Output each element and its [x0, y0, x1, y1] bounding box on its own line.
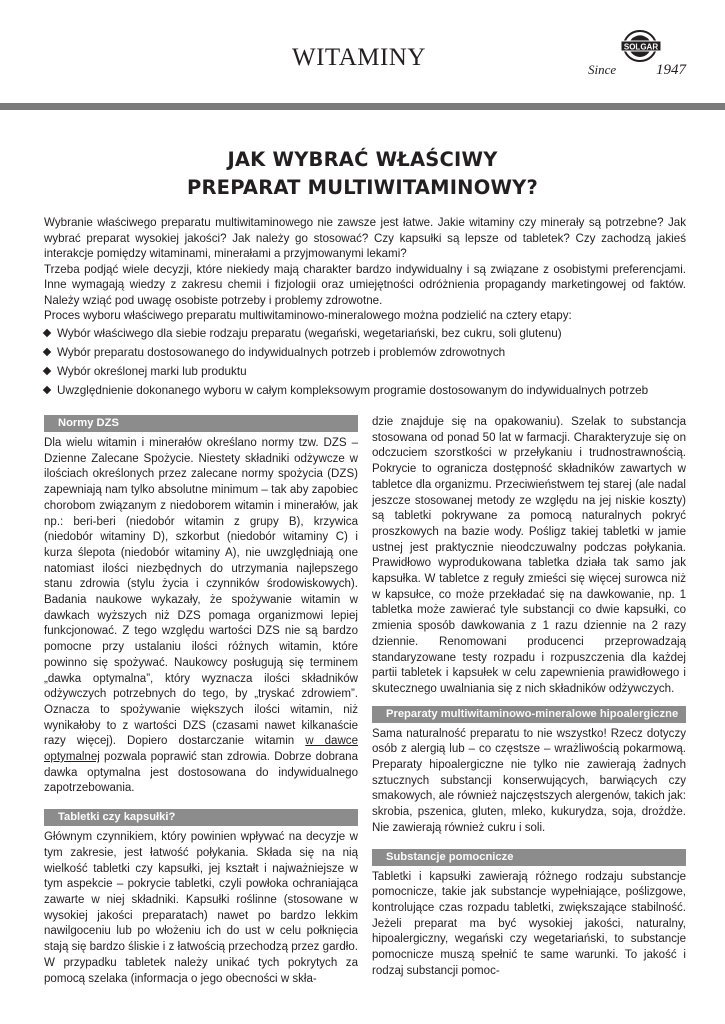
list-item: Wybór określonej marki lub produktu [44, 362, 686, 381]
list-item: Wybór właściwego dla siebie rodzaju preparatu (wegański, wegetariański, bez cukru, soli glutenu) [44, 324, 686, 343]
section-body-hypoallergenic: Sama naturalność preparatu to nie wszystko! Rzecz dotyczy osób z alergią lub – co częstsze – wrażliwością pokarmową. Preparaty hipoalergiczne nie tylko nie zawierają żadnych sztucznych substancji konserwujących, barwiących czy smakowych, ale również najczęstszych alergenów, takich jak: skrobia, pszenica, gluten, mleko, kukurydza, soja, drożdże. Nie zawierają również cukru i soli. [372, 727, 686, 834]
section-body-tablets-continued: dzie znajduje się na opakowaniu). Szelak to substancja stosowana od ponad 50 lat w farmacji. Charakteryzuje się on odczuciem szorstkości w przełykaniu i trudnostrawnością. Pokrycie to ogranicza dostępność składników zawartych w tabletce dla organizmu. Przeciwieństwem tej starej (ale nadal jeszcze stosowanej metody ze względu na jej niskie koszty) są tabletki pokrywane za pomocą naturalnych pokryć proszkowych na bazie wody. Pośligz takiej tabletki w jamie ustnej jest praktycznie nieodczuwalny podczas połykania. Prawidłowo wyprodukowana tabletka działa tak samo jak kapsułka. W tabletce z reguły zmieści się więcej surowca niż w kapsułce, co może przekładać się na dawkowanie, np. 1 tabletka może zawierać tyle substancji co dwie kapsułki, co zmienia sposób dawkowania z 1 razu dziennie na 2 razy dziennie. Renomowani producenci przeprowadzają standaryzowane testy rozpadu i rozpuszczenia dla każdej partii tabletek i kapsułek w celu zapewnienia prawidłowego i skutecznego uwalniania się z nich składników odżywczych. [372, 416, 686, 695]
stages-list [44, 324, 686, 400]
right-column [372, 415, 686, 980]
section-heading-hypoallergenic: Preparaty multiwitaminowo-mineralowe hipoalergiczne [372, 706, 686, 723]
list-item: Uwzględnienie dokonanego wyboru w całym kompleksowym programie dostosowanym do indywidualnych potrzeb [44, 381, 686, 400]
section-heading-dzs: Normy DZS [44, 415, 358, 432]
intro-paragraph-2: Trzeba podjąć wiele decyzji, które niekiedy mają charakter bardzo indywidualny i są związane z osobistymi preferencjami. Inne wymagają wiedzy z zakresu chemii i fizjologii oraz umiejętności odróżnienia propagandy marketingowej od faktów. Należy wziąć pod uwagę osobiste potrzeby i problemy zdrowotne. [44, 262, 686, 307]
header-divider [0, 103, 725, 110]
header-title: WITAMINY [292, 44, 426, 71]
logo-since: Since [588, 62, 617, 77]
page-header [0, 0, 725, 112]
logo-year: 1947 [656, 62, 686, 78]
intro-paragraph-1: Wybranie właściwego preparatu multiwitaminowego nie zawsze jest łatwe. Jakie witaminy czy minerały są potrzebne? Jak wybrać preparat wysokiej jakości? Jak należy go stosować? Czy kapsułki są lepsze od tabletek? Czy zachodzą jakieś interakcje pomiędzy witaminami, minerałami a przyjmowanymi lekami? [44, 216, 686, 260]
section-body-dzs: Dla wielu witamin i minerałów określano normy tzw. DZS – Dzienne Zalecane Spożycie. Niestety składniki odżywcze w ilościach określonych przez zalecane normy spożycia (DZS) zapewniają nam tylko absolutne minimum – tak aby zapobiec chorobom związanym z niedoborem witamin i minerałów, jak np.: beri-beri (niedobór witamin z grupy B), krzywica (niedobór witaminy D), szkorbut (niedobór witaminy C) i kurza ślepota (niedobór witaminy A), nie uwzględniają one natomiast ilości niezbędnych do utrzymania najlepszego stanu zdrowia (stylu życia i czynników środowiskowych). Badania naukowe wykazały, że spożywanie witamin w dawkach wyższych niż DZS pomaga organizmowi lepiej funkcjonować. Z tego względu wartości DZS nie są bardzo pomocne przy ustalaniu ilości różnych witamin, które powinno się spożywać. Naukowcy posługują się terminem „dawka optymalna”, który wyznacza ilości składników odżywczych potrzebnych do tego, by „tryskać zdrowiem”. Oznacza to spożywanie większych ilości witamin, niż wynikałoby to z wartości DZS (czasami nawet kilkanaście razy więcej). Dopiero dostarczanie witamin w dawce optymalnej pozwala poprawić stan zdrowia. Dobrze dobrana dawka optymalna jest dostosowana do indywidualnego zapotrzebowania. [44, 437, 358, 795]
list-item: Wybór preparatu dostosowanego do indywidualnych potrzeb i problemów zdrowotnych [44, 343, 686, 362]
diamond-bullet-icon [43, 366, 51, 374]
section-heading-tablets: Tabletki czy kapsułki? [44, 809, 358, 826]
diamond-bullet-icon [43, 347, 51, 355]
solgar-logo-text: SOLGAR [623, 42, 659, 52]
section-heading-excipients: Substancje pomocnicze [372, 849, 686, 866]
section-body-tablets: Głównym czynnikiem, który powinien wpływać na decyzje w tym zakresie, jest łatwość połykania. Składa się na nią wielkość tabletki czy kapsułki, jej kształt i najważniejsze w tym aspekcie – pokrycie tabletki, czyli powłoka ochraniająca zawarte w niej składniki. Kapsułki roślinne (stosowane w wysokiej jakości preparatach) nawet po bardzo lekkim nawilgoceniu lub po włożeniu ich do ust w celu połknięcia stają się bardzo śliskie i z łatwością przechodzą przez gardło. W przypadku tabletek należy unikać tych pokrytych za pomocą szelaka (informacja o jego obecności w skła- [44, 831, 358, 985]
solgar-logo [585, 28, 705, 88]
headline-line-1: JAK WYBRAĆ WŁAŚCIWY [227, 148, 498, 171]
diamond-bullet-icon [43, 328, 51, 336]
diamond-bullet-icon [43, 385, 51, 393]
optimal-dose-link: w dawce optymalnej [44, 735, 358, 764]
section-body-excipients: Tabletki i kapsułki zawierają różnego rodzaju substancje pomocnicze, takie jak substancje wypełniające, poślizgowe, kontrolujące czas rozpadu tabletki, zwiększające stabilność. Jeżeli preparat ma być wysokiej jakości, naturalny, hipoalergiczny, wegański czy wegetariański, to substancje pomocnicze muszą spełnić te same warunki. To jakość i rodzaj substancji pomoc- [372, 870, 686, 977]
intro-paragraph-3: Proces wyboru właściwego preparatu multiwitaminowo-mineralowego można podzielić na cztery etapy: [44, 309, 572, 322]
left-column [44, 415, 358, 987]
intro [44, 215, 686, 400]
headline-line-2: PREPARAT MULTIWITAMINOWY? [186, 176, 539, 199]
